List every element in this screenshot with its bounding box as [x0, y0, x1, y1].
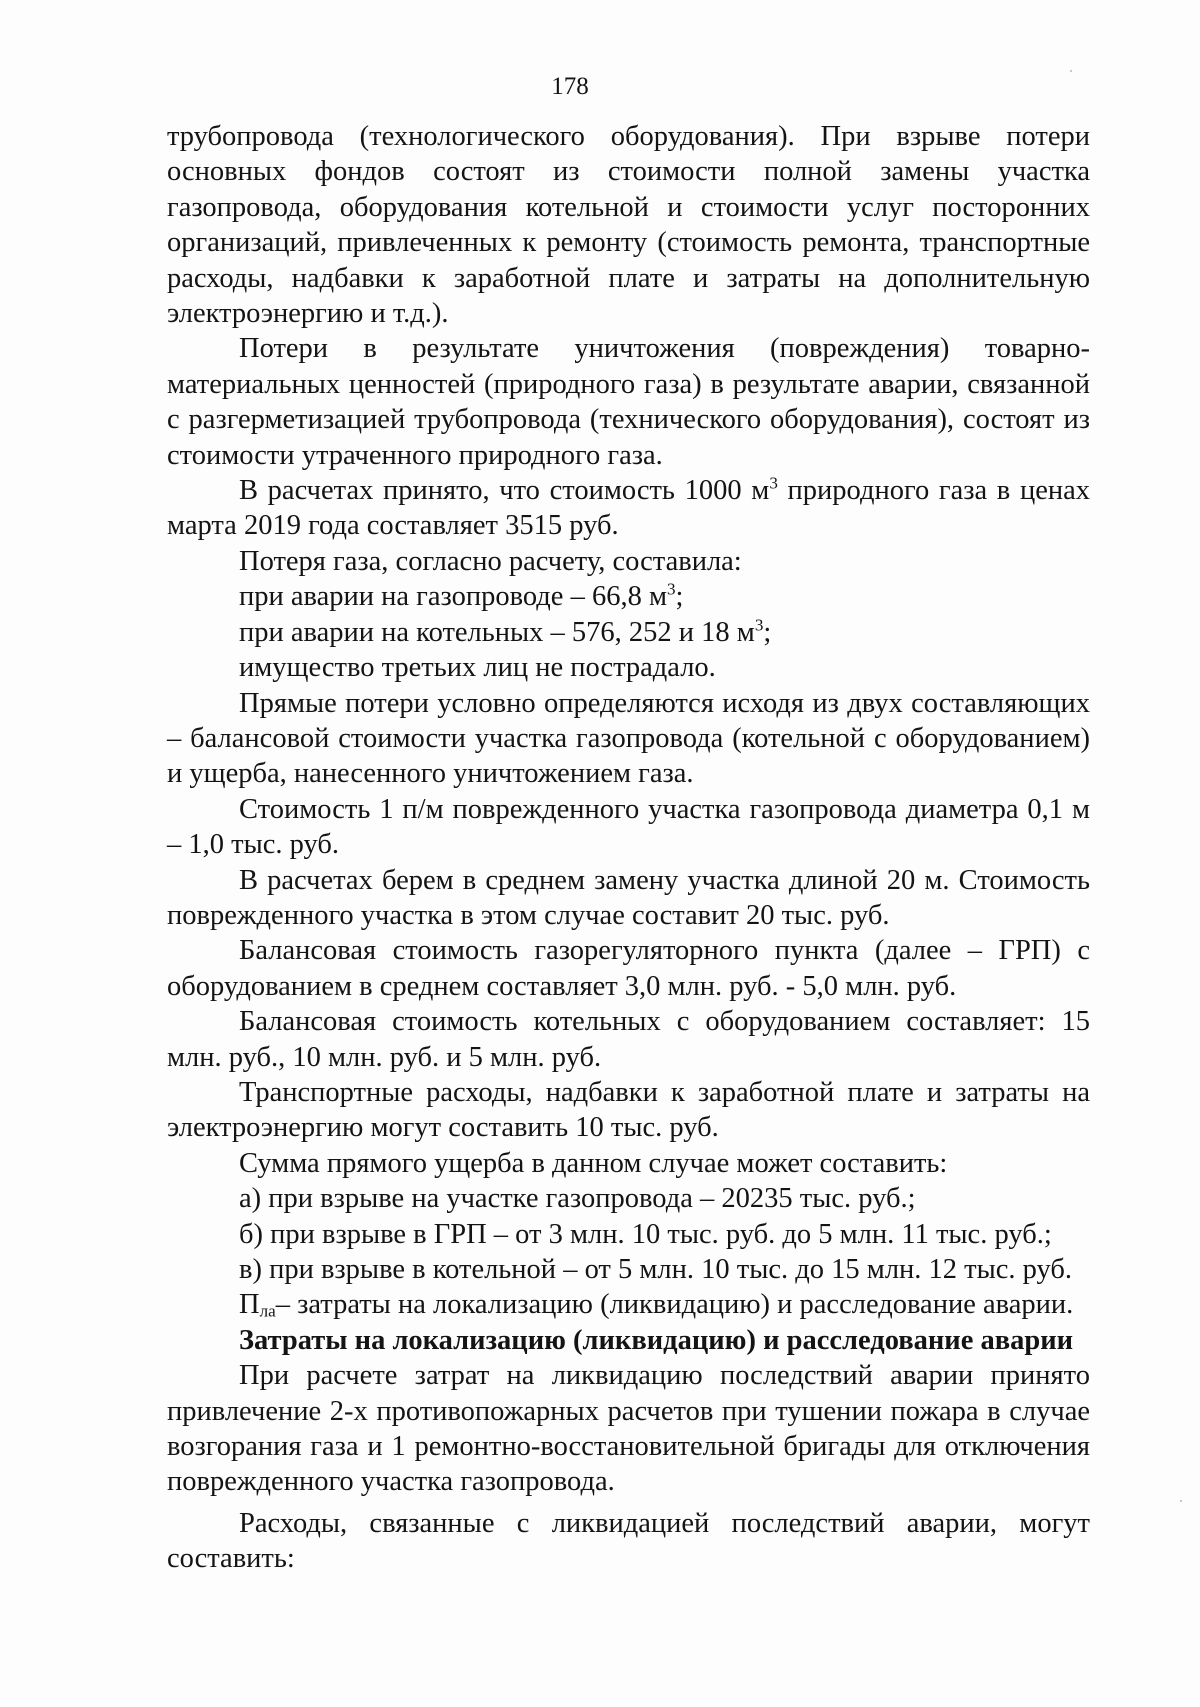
- scan-artifact: [1180, 1500, 1182, 1502]
- scan-artifact: [1070, 70, 1072, 72]
- paragraph-pipeline-cost: Стоимость 1 п/м поврежденного участка газопровода диаметра 0,1 м – 1,0 тыс. руб.: [167, 793, 1090, 861]
- gas-price-text-start: В расчетах принято, что стоимость 1000 м: [239, 475, 770, 507]
- paragraph-gas-price: [167, 473, 1090, 544]
- paragraph-liquidation-expenses: Расходы, связанные с ликвидацией последствий аварии, могут составить:: [167, 1507, 1090, 1575]
- pipeline-loss-text: при аварии на газопроводе – 66,8 м: [239, 581, 667, 613]
- document-body: [167, 119, 1090, 1577]
- paragraph-boiler-cost: Балансовая стоимость котельных с оборудованием составляет: 15 млн. руб., 10 млн. руб. и 5 млн. руб.: [167, 1006, 1090, 1073]
- cubic-superscript: 3: [769, 473, 778, 493]
- page-number: 178: [551, 73, 589, 100]
- symbol-subscript: ла: [259, 1301, 276, 1321]
- list-item-boiler-loss: [167, 615, 1090, 650]
- gas-price-text-end: природного газа в ценах марта 2019 года составляет 3515 руб.: [167, 475, 1090, 542]
- paragraph-transport-costs: Транспортные расходы, надбавки к заработной плате и затраты на электроэнергию могут составить 10 тыс. руб.: [167, 1076, 1090, 1144]
- pipeline-loss-end: ;: [675, 581, 684, 613]
- paragraph-fixed-assets-losses: трубопровода (технологического оборудования). При взрыве потери основных фондов состоят из стоимости полной замены участка газопровода, оборудования котельной и стоимости услуг посторонних организаций, привлеченных к ремонту (стоимость ремонта, транспортные расходы, надбавки к заработной плате и затраты на дополнительную электроэнергию и т.д.).: [167, 121, 1090, 330]
- paragraph-direct-losses: Прямые потери условно определяются исходя из двух составляющих – балансовой стоимости участка газопровода (котельной с оборудованием) и ущерба, нанесенного уничтожением газа.: [167, 687, 1090, 790]
- boiler-loss-end: ;: [763, 616, 772, 648]
- cubic-superscript: 3: [666, 579, 676, 599]
- list-item-third-party: имущество третьих лиц не пострадало.: [239, 652, 716, 684]
- list-item-pipeline-loss: [167, 579, 1090, 614]
- boiler-loss-text: при аварии на котельных – 576, 252 и 18 м: [239, 616, 755, 648]
- paragraph-material-losses: Потери в результате уничтожения (повреждения) товарно-материальных ценностей (природного газа) в результате аварии, связанной с разгерметизацией трубопровода (технического оборудования), состоят из стоимости утраченного природного газа.: [167, 333, 1090, 471]
- cubic-superscript: 3: [754, 615, 764, 635]
- section-heading: Затраты на локализацию (ликвидацию) и расследование аварии: [239, 1324, 1074, 1356]
- paragraph-liquidation-resources: При расчете затрат на ликвидацию последствий аварии принято привлечение 2-х противопожарных расчетов при тушении пожара в случае возгорания газа и 1 ремонтно-восстановительной бригады для отключения поврежденного участка газопровода.: [167, 1360, 1090, 1498]
- paragraph-direct-damage-intro: Сумма прямого ущерба в данном случае может составить:: [239, 1147, 948, 1179]
- paragraph-grp-cost: Балансовая стоимость газорегуляторного пункта (далее – ГРП) с оборудованием в среднем составляет 3,0 млн. руб. - 5,0 млн. руб.: [167, 935, 1090, 1002]
- symbol-p: П: [239, 1289, 260, 1321]
- list-item-damage-b: б) при взрыве в ГРП – от 3 млн. 10 тыс. руб. до 5 млн. 11 тыс. руб.;: [239, 1218, 1052, 1250]
- paragraph-liquidation-definition: [167, 1287, 1090, 1322]
- paragraph-replacement: В расчетах берем в среднем замену участка длиной 20 м. Стоимость поврежденного участка в этом случае составит 20 тыс. руб.: [167, 864, 1090, 931]
- list-item-damage-c: в) при взрыве в котельной – от 5 млн. 10 тыс. до 15 млн. 12 тыс. руб.: [239, 1254, 1073, 1285]
- paragraph-gas-loss-intro: Потеря газа, согласно расчету, составила:: [239, 545, 742, 577]
- liquidation-definition-text: – затраты на локализацию (ликвидацию) и расследование аварии.: [275, 1289, 1074, 1321]
- list-item-damage-a: а) при взрыве на участке газопровода – 20235 тыс. руб.;: [239, 1183, 916, 1215]
